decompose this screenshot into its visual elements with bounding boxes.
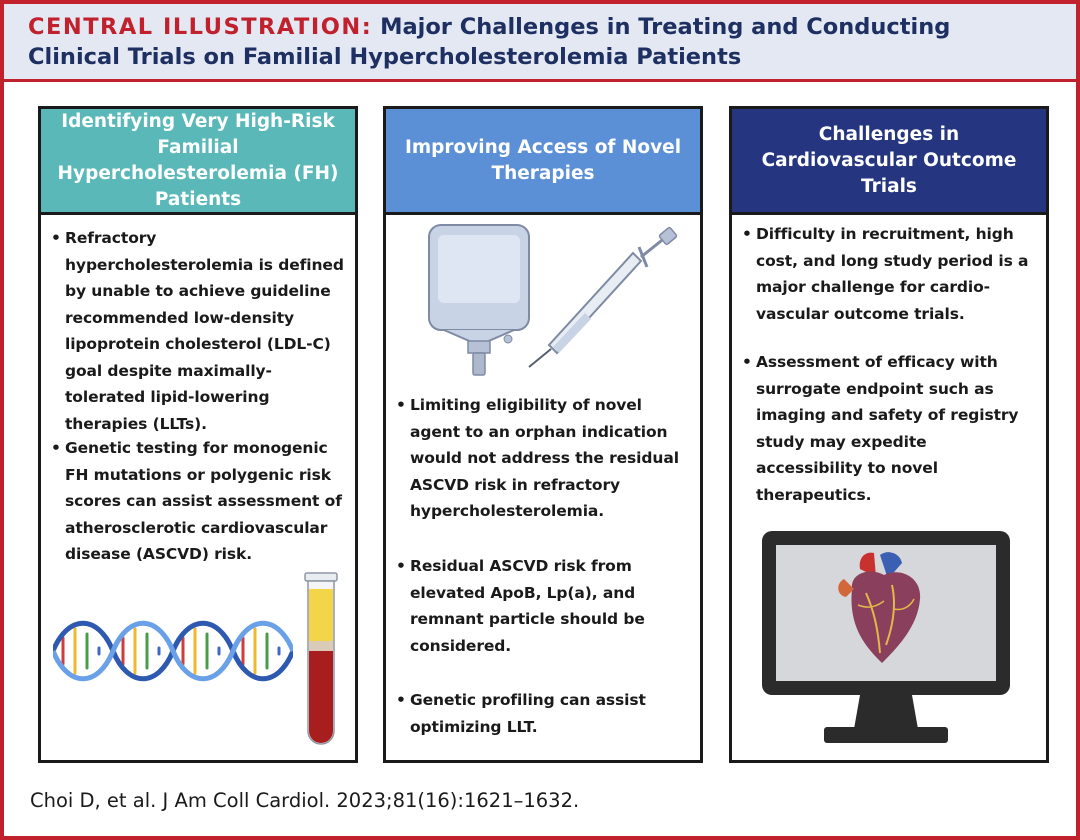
panel-3-title: Challenges in Cardiovascular Outcome Trials [732,109,1046,215]
panel-1-bullet-2: • Genetic testing for monogenic FH mutations or polygenic risk scores can assist assessment of atherosclerotic cardiovascular disease (ASCVD) risk. [51,435,347,568]
panel-2-title: Improving Access of Novel Therapies [386,109,700,215]
panel-novel-therapies [383,106,703,763]
heart-icon [822,549,942,669]
panel-high-risk-fh [38,106,358,763]
blood-tube-icon [301,571,341,746]
panel-2-bullet-3: • Genetic profiling can assist optimizing LLT. [396,687,692,740]
header-title-line1: Major Challenges in Treating and Conducting [380,14,951,40]
panel-3-bullet-2: • Assessment of efficacy with surrogate endpoint such as imaging and safety of registry study may expedite accessibility to novel therapeutics. [742,349,1038,508]
panel-outcome-trials [729,106,1049,763]
panel-1-title: Identifying Very High-Risk Familial Hypercholesterolemia (FH) Patients [41,109,355,215]
dna-icon [53,614,293,689]
panel-3-bullet-1: • Difficulty in recruitment, high cost, and long study period is a major challenge for cardio-vascular outcome trials. [742,221,1038,327]
header-line-1 [28,12,1058,42]
panel-1-bullet-1: • Refractory hypercholesterolemia is defined by unable to achieve guideline recommended low-density lipoprotein cholesterol (LDL-C) goal despite maximally-tolerated lipid-lowering therapies (LLTs). [51,225,347,437]
panel-2-bullet-2: • Residual ASCVD risk from elevated ApoB, Lp(a), and remnant particle should be considered. [396,553,692,659]
syringe-icon [511,227,681,377]
citation: Choi D, et al. J Am Coll Cardiol. 2023;81(16):1621–1632. [30,789,580,812]
header-title-line2: Clinical Trials on Familial Hypercholesterolemia Patients [28,44,742,70]
panel-2-bullet-1: • Limiting eligibility of novel agent to an orphan indication would not address the residual ASCVD risk in refractory hypercholesterolemia. [396,392,692,525]
illustration-label: CENTRAL ILLUSTRATION: [28,14,373,40]
figure-header [4,4,1076,82]
